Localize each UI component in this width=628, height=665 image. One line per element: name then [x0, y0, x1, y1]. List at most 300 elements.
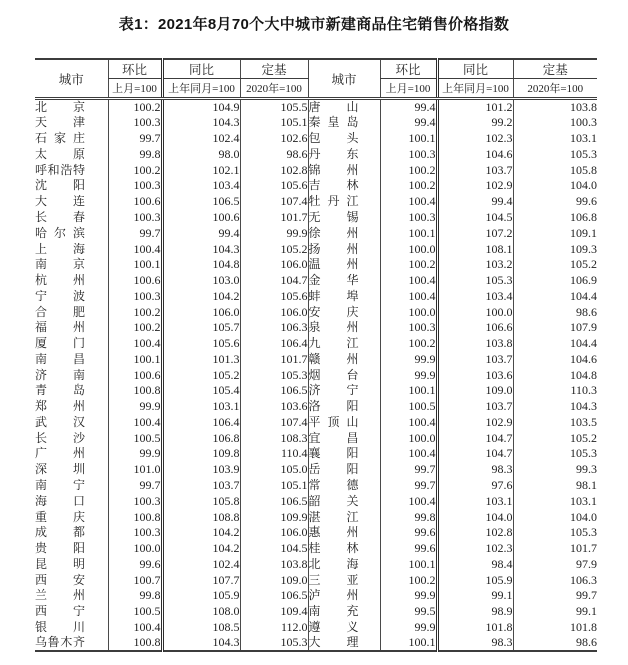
mom-index-cell: 100.1 — [108, 351, 162, 367]
fixed-base-index-cell: 99.3 — [513, 462, 597, 478]
city-cell — [308, 304, 380, 320]
mom-index-cell: 99.9 — [108, 399, 162, 415]
city-cell — [308, 194, 380, 210]
city-cell — [308, 541, 380, 557]
city-cell — [35, 273, 108, 289]
city-cell — [35, 320, 108, 336]
yoy-index-cell: 103.7 — [437, 399, 513, 415]
yoy-index-cell: 103.8 — [437, 336, 513, 352]
city-cell — [308, 430, 380, 446]
fixed-base-index-cell: 99.7 — [513, 588, 597, 604]
city-cell — [308, 241, 380, 257]
table-row — [35, 241, 597, 257]
city-name: 遵义 — [308, 619, 359, 634]
city-name: 吉林 — [308, 178, 359, 193]
fixed-base-index-cell: 104.3 — [513, 399, 597, 415]
mom-index-cell: 101.0 — [108, 462, 162, 478]
city-name: 常德 — [308, 477, 359, 492]
fixed-base-index-cell: 98.6 — [513, 304, 597, 320]
city-name: 惠州 — [308, 525, 359, 540]
fixed-base-index-cell: 106.0 — [240, 304, 308, 320]
city-cell — [35, 635, 108, 651]
yoy-index-cell: 99.1 — [437, 588, 513, 604]
city-name: 海口 — [35, 493, 85, 508]
fixed-base-index-cell: 99.1 — [513, 604, 597, 620]
city-cell — [308, 478, 380, 494]
fixed-base-index-cell: 106.9 — [513, 273, 597, 289]
mom-index-cell: 100.1 — [108, 257, 162, 273]
city-name: 重庆 — [35, 509, 85, 524]
mom-index-cell: 99.6 — [108, 556, 162, 572]
yoy-index-cell: 98.4 — [437, 556, 513, 572]
mom-header-left: 环比 — [108, 59, 162, 79]
yoy-index-cell: 104.8 — [162, 257, 240, 273]
city-cell — [308, 147, 380, 163]
yoy-index-cell: 105.2 — [162, 367, 240, 383]
city-cell — [308, 572, 380, 588]
city-name: 秦皇岛 — [308, 115, 359, 130]
yoy-index-cell: 103.6 — [437, 367, 513, 383]
yoy-index-cell: 102.8 — [437, 525, 513, 541]
mom-index-cell: 99.9 — [380, 367, 437, 383]
city-name: 合肥 — [35, 304, 85, 319]
yoy-index-cell: 107.7 — [162, 572, 240, 588]
city-name: 成都 — [35, 525, 85, 540]
yoy-index-cell: 103.9 — [162, 462, 240, 478]
city-name: 洛阳 — [308, 399, 359, 414]
fixed-base-index-cell: 105.2 — [513, 257, 597, 273]
table-row — [35, 462, 597, 478]
yoy-header-left: 同比 — [162, 59, 240, 79]
table-row — [35, 572, 597, 588]
yoy-index-cell: 104.7 — [437, 430, 513, 446]
mom-base-label-right: 上月=100 — [380, 79, 437, 99]
mom-index-cell: 100.3 — [108, 288, 162, 304]
yoy-index-cell: 109.8 — [162, 446, 240, 462]
city-cell — [308, 446, 380, 462]
city-name: 安庆 — [308, 304, 359, 319]
city-name: 武汉 — [35, 414, 85, 429]
city-cell — [35, 115, 108, 131]
table-row — [35, 541, 597, 557]
city-name: 乌鲁木齐 — [35, 635, 85, 650]
fixed-base-index-cell: 106.0 — [240, 525, 308, 541]
fixed-base-index-cell: 104.6 — [513, 351, 597, 367]
table-row — [35, 351, 597, 367]
yoy-index-cell: 107.2 — [437, 225, 513, 241]
yoy-index-cell: 105.4 — [162, 383, 240, 399]
fixed-base-index-cell: 104.5 — [240, 541, 308, 557]
city-name: 金华 — [308, 273, 359, 288]
yoy-index-cell: 102.4 — [162, 131, 240, 147]
fixed-base-index-cell: 98.1 — [513, 478, 597, 494]
fixed-base-index-cell: 101.7 — [240, 351, 308, 367]
table-row — [35, 115, 597, 131]
city-cell — [35, 225, 108, 241]
table-row — [35, 588, 597, 604]
city-name: 宁波 — [35, 288, 85, 303]
yoy-index-cell: 102.1 — [162, 162, 240, 178]
fixed-base-index-cell: 106.5 — [240, 588, 308, 604]
yoy-index-cell: 105.8 — [162, 493, 240, 509]
mom-index-cell: 100.1 — [380, 383, 437, 399]
table-row — [35, 273, 597, 289]
yoy-index-cell: 103.4 — [162, 178, 240, 194]
city-name: 上海 — [35, 241, 85, 256]
city-cell — [308, 588, 380, 604]
table-row — [35, 635, 597, 651]
table-row — [35, 288, 597, 304]
yoy-index-cell: 104.2 — [162, 525, 240, 541]
mom-index-cell: 99.7 — [108, 225, 162, 241]
mom-index-cell: 100.4 — [108, 415, 162, 431]
table-body — [35, 99, 597, 652]
city-name: 扬州 — [308, 241, 359, 256]
city-name: 深圳 — [35, 462, 85, 477]
yoy-index-cell: 104.3 — [162, 115, 240, 131]
yoy-index-cell: 105.6 — [162, 336, 240, 352]
city-cell — [35, 288, 108, 304]
mom-index-cell: 100.2 — [380, 257, 437, 273]
fixed-base-index-cell: 105.6 — [240, 178, 308, 194]
mom-index-cell: 100.4 — [380, 446, 437, 462]
city-name: 杭州 — [35, 273, 85, 288]
table-row — [35, 147, 597, 163]
city-cell — [35, 415, 108, 431]
city-name: 大连 — [35, 194, 85, 209]
city-header-right: 城市 — [308, 59, 380, 99]
city-name: 宜昌 — [308, 430, 359, 445]
mom-index-cell: 99.9 — [380, 620, 437, 636]
mom-index-cell: 99.8 — [108, 588, 162, 604]
yoy-index-cell: 108.1 — [437, 241, 513, 257]
fixed-base-index-cell: 105.3 — [240, 635, 308, 651]
city-cell — [35, 147, 108, 163]
fixed-base-index-cell: 103.1 — [513, 493, 597, 509]
mom-index-cell: 100.2 — [380, 336, 437, 352]
city-cell — [35, 525, 108, 541]
fixed-base-index-cell: 105.1 — [240, 115, 308, 131]
fixed-base-index-cell: 103.8 — [513, 99, 597, 116]
table-row — [35, 320, 597, 336]
table-row — [35, 383, 597, 399]
mom-index-cell: 99.6 — [380, 541, 437, 557]
city-name: 济南 — [35, 367, 85, 382]
mom-index-cell: 99.7 — [108, 478, 162, 494]
city-cell — [308, 336, 380, 352]
table-header — [35, 59, 597, 99]
yoy-index-cell: 108.0 — [162, 604, 240, 620]
mom-index-cell: 100.4 — [108, 620, 162, 636]
mom-index-cell: 100.0 — [108, 541, 162, 557]
fixed-base-index-cell: 101.7 — [513, 541, 597, 557]
city-name: 厦门 — [35, 336, 85, 351]
city-name: 韶关 — [308, 493, 359, 508]
fixed-base-index-cell: 105.3 — [513, 446, 597, 462]
yoy-index-cell: 109.0 — [437, 383, 513, 399]
yoy-index-cell: 104.7 — [437, 446, 513, 462]
city-name: 无锡 — [308, 209, 359, 224]
yoy-index-cell: 103.7 — [437, 162, 513, 178]
yoy-index-cell: 98.3 — [437, 462, 513, 478]
yoy-index-cell: 98.3 — [437, 635, 513, 651]
city-name: 北京 — [35, 100, 85, 114]
city-name: 北海 — [308, 556, 359, 571]
fixed-base-index-cell: 106.4 — [240, 336, 308, 352]
yoy-index-cell: 103.7 — [437, 351, 513, 367]
fixed-base-label-right: 2020年=100 — [513, 79, 597, 99]
yoy-index-cell: 99.4 — [437, 194, 513, 210]
yoy-index-cell: 104.3 — [162, 241, 240, 257]
city-cell — [35, 367, 108, 383]
yoy-index-cell: 104.3 — [162, 635, 240, 651]
table-row — [35, 178, 597, 194]
table-row — [35, 336, 597, 352]
fixed-base-index-cell: 102.6 — [240, 131, 308, 147]
city-name: 锦州 — [308, 162, 359, 177]
fixed-base-index-cell: 105.3 — [513, 147, 597, 163]
city-name: 南京 — [35, 257, 85, 272]
city-name: 广州 — [35, 446, 85, 461]
city-cell — [308, 415, 380, 431]
city-name: 郑州 — [35, 399, 85, 414]
mom-index-cell: 100.3 — [380, 210, 437, 226]
city-name: 湛江 — [308, 509, 359, 524]
city-name: 桂林 — [308, 541, 359, 556]
mom-base-label-left: 上月=100 — [108, 79, 162, 99]
mom-index-cell: 100.3 — [108, 525, 162, 541]
fixed-base-index-cell: 107.9 — [513, 320, 597, 336]
mom-index-cell: 100.2 — [108, 304, 162, 320]
city-cell — [35, 478, 108, 494]
yoy-index-cell: 108.8 — [162, 509, 240, 525]
city-cell — [35, 162, 108, 178]
fixed-base-index-cell: 104.4 — [513, 336, 597, 352]
city-name: 烟台 — [308, 367, 359, 382]
fixed-base-index-cell: 99.9 — [240, 225, 308, 241]
city-name: 赣州 — [308, 351, 359, 366]
mom-index-cell: 100.0 — [380, 304, 437, 320]
mom-index-cell: 99.7 — [380, 462, 437, 478]
city-name: 唐山 — [308, 100, 359, 114]
table-row — [35, 478, 597, 494]
fixed-base-index-cell: 101.7 — [240, 210, 308, 226]
fixed-base-index-cell: 103.5 — [513, 415, 597, 431]
city-cell — [35, 572, 108, 588]
fixed-base-index-cell: 100.3 — [513, 115, 597, 131]
city-cell — [35, 604, 108, 620]
yoy-index-cell: 106.4 — [162, 415, 240, 431]
fixed-base-index-cell: 104.8 — [513, 367, 597, 383]
fixed-base-index-cell: 109.0 — [240, 572, 308, 588]
city-name: 温州 — [308, 257, 359, 272]
city-name: 石家庄 — [35, 131, 85, 146]
yoy-index-cell: 101.2 — [437, 99, 513, 116]
city-name: 南昌 — [35, 351, 85, 366]
fixed-base-index-cell: 103.8 — [240, 556, 308, 572]
mom-index-cell: 100.1 — [380, 635, 437, 651]
mom-index-cell: 99.9 — [380, 351, 437, 367]
yoy-index-cell: 105.3 — [437, 273, 513, 289]
fixed-base-index-cell: 105.6 — [240, 288, 308, 304]
mom-index-cell: 99.5 — [380, 604, 437, 620]
table-row — [35, 493, 597, 509]
city-name: 牡丹江 — [308, 194, 359, 209]
fixed-base-index-cell: 106.3 — [240, 320, 308, 336]
fixed-base-label-left: 2020年=100 — [240, 79, 308, 99]
city-name: 泸州 — [308, 588, 359, 603]
header-row-main — [35, 59, 597, 79]
mom-index-cell: 100.8 — [108, 509, 162, 525]
mom-index-cell: 100.2 — [108, 320, 162, 336]
city-cell — [35, 556, 108, 572]
yoy-index-cell: 102.3 — [437, 131, 513, 147]
city-name: 大理 — [308, 635, 359, 650]
city-name: 哈尔滨 — [35, 225, 85, 240]
mom-index-cell: 100.4 — [380, 273, 437, 289]
table-row — [35, 162, 597, 178]
fixed-base-index-cell: 104.0 — [513, 178, 597, 194]
yoy-index-cell: 103.0 — [162, 273, 240, 289]
city-name: 长春 — [35, 209, 85, 224]
city-name: 兰州 — [35, 588, 85, 603]
fixed-base-index-cell: 104.0 — [513, 509, 597, 525]
city-cell — [35, 336, 108, 352]
mom-index-cell: 100.1 — [380, 225, 437, 241]
city-cell — [308, 178, 380, 194]
city-name: 徐州 — [308, 225, 359, 240]
city-cell — [35, 194, 108, 210]
yoy-index-cell: 106.6 — [437, 320, 513, 336]
table-row — [35, 257, 597, 273]
fixed-base-index-cell: 103.1 — [513, 131, 597, 147]
mom-index-cell: 99.6 — [380, 525, 437, 541]
mom-index-cell: 100.6 — [108, 367, 162, 383]
city-name: 西安 — [35, 572, 85, 587]
mom-index-cell: 100.4 — [380, 194, 437, 210]
mom-header-right: 环比 — [380, 59, 437, 79]
city-name: 青岛 — [35, 383, 85, 398]
mom-index-cell: 100.4 — [108, 336, 162, 352]
city-cell — [35, 620, 108, 636]
yoy-index-cell: 105.7 — [162, 320, 240, 336]
table-row — [35, 210, 597, 226]
yoy-index-cell: 100.6 — [162, 210, 240, 226]
city-cell — [35, 588, 108, 604]
table-row — [35, 620, 597, 636]
city-name: 襄阳 — [308, 446, 359, 461]
yoy-index-cell: 104.2 — [162, 288, 240, 304]
table-row — [35, 604, 597, 620]
city-name: 丹东 — [308, 146, 359, 161]
city-cell — [35, 210, 108, 226]
fixed-base-index-cell: 104.7 — [240, 273, 308, 289]
mom-index-cell: 99.8 — [108, 147, 162, 163]
mom-index-cell: 99.7 — [380, 478, 437, 494]
city-cell — [35, 541, 108, 557]
yoy-index-cell: 103.4 — [437, 288, 513, 304]
city-cell — [35, 351, 108, 367]
mom-index-cell: 100.1 — [380, 131, 437, 147]
yoy-index-cell: 98.0 — [162, 147, 240, 163]
city-header-left: 城市 — [35, 59, 108, 99]
mom-index-cell: 99.9 — [108, 446, 162, 462]
fixed-base-index-cell: 106.8 — [513, 210, 597, 226]
city-cell — [308, 525, 380, 541]
fixed-base-index-cell: 106.5 — [240, 493, 308, 509]
mom-index-cell: 100.3 — [108, 115, 162, 131]
fixed-base-index-cell: 105.2 — [513, 430, 597, 446]
table-row — [35, 99, 597, 116]
city-name: 沈阳 — [35, 178, 85, 193]
fixed-base-index-cell: 101.8 — [513, 620, 597, 636]
city-cell — [308, 273, 380, 289]
table-row — [35, 399, 597, 415]
city-cell — [35, 399, 108, 415]
mom-index-cell: 100.2 — [380, 162, 437, 178]
mom-index-cell: 99.7 — [108, 131, 162, 147]
yoy-index-cell: 99.2 — [437, 115, 513, 131]
city-cell — [308, 162, 380, 178]
table-row — [35, 430, 597, 446]
city-cell — [308, 288, 380, 304]
table-title: 表1：2021年8月70个大中城市新建商品住宅销售价格指数 — [118, 16, 510, 33]
table-row — [35, 525, 597, 541]
mom-index-cell: 100.7 — [108, 572, 162, 588]
city-cell — [308, 131, 380, 147]
yoy-index-cell: 97.6 — [437, 478, 513, 494]
yoy-header-right: 同比 — [437, 59, 513, 79]
city-cell — [308, 99, 380, 116]
table-row — [35, 415, 597, 431]
table-row — [35, 367, 597, 383]
yoy-index-cell: 104.2 — [162, 541, 240, 557]
city-name: 南宁 — [35, 477, 85, 492]
fixed-base-index-cell: 109.3 — [513, 241, 597, 257]
city-name: 平顶山 — [308, 414, 359, 429]
mom-index-cell: 100.5 — [108, 430, 162, 446]
table-row — [35, 556, 597, 572]
yoy-index-cell: 99.4 — [162, 225, 240, 241]
mom-index-cell: 100.4 — [380, 493, 437, 509]
fixed-base-index-cell: 97.9 — [513, 556, 597, 572]
fixed-base-index-cell: 110.4 — [240, 446, 308, 462]
mom-index-cell: 100.5 — [108, 604, 162, 620]
fixed-base-index-cell: 98.6 — [240, 147, 308, 163]
yoy-index-cell: 106.5 — [162, 194, 240, 210]
yoy-index-cell: 104.9 — [162, 99, 240, 116]
yoy-index-cell: 101.3 — [162, 351, 240, 367]
city-name: 三亚 — [308, 572, 359, 587]
fixed-base-index-cell: 105.1 — [240, 478, 308, 494]
city-name: 昆明 — [35, 556, 85, 571]
city-name: 长沙 — [35, 430, 85, 445]
mom-index-cell: 100.3 — [108, 493, 162, 509]
city-name: 南充 — [308, 604, 359, 619]
fixed-base-index-cell: 110.3 — [513, 383, 597, 399]
fixed-base-index-cell: 112.0 — [240, 620, 308, 636]
yoy-index-cell: 106.8 — [162, 430, 240, 446]
city-cell — [308, 604, 380, 620]
fixed-base-index-cell: 107.4 — [240, 415, 308, 431]
mom-index-cell: 100.3 — [108, 178, 162, 194]
fixed-base-index-cell: 107.4 — [240, 194, 308, 210]
city-cell — [308, 462, 380, 478]
city-name: 太原 — [35, 146, 85, 161]
yoy-index-cell: 108.5 — [162, 620, 240, 636]
fixed-base-index-cell: 106.0 — [240, 257, 308, 273]
fixed-base-index-cell: 102.8 — [240, 162, 308, 178]
